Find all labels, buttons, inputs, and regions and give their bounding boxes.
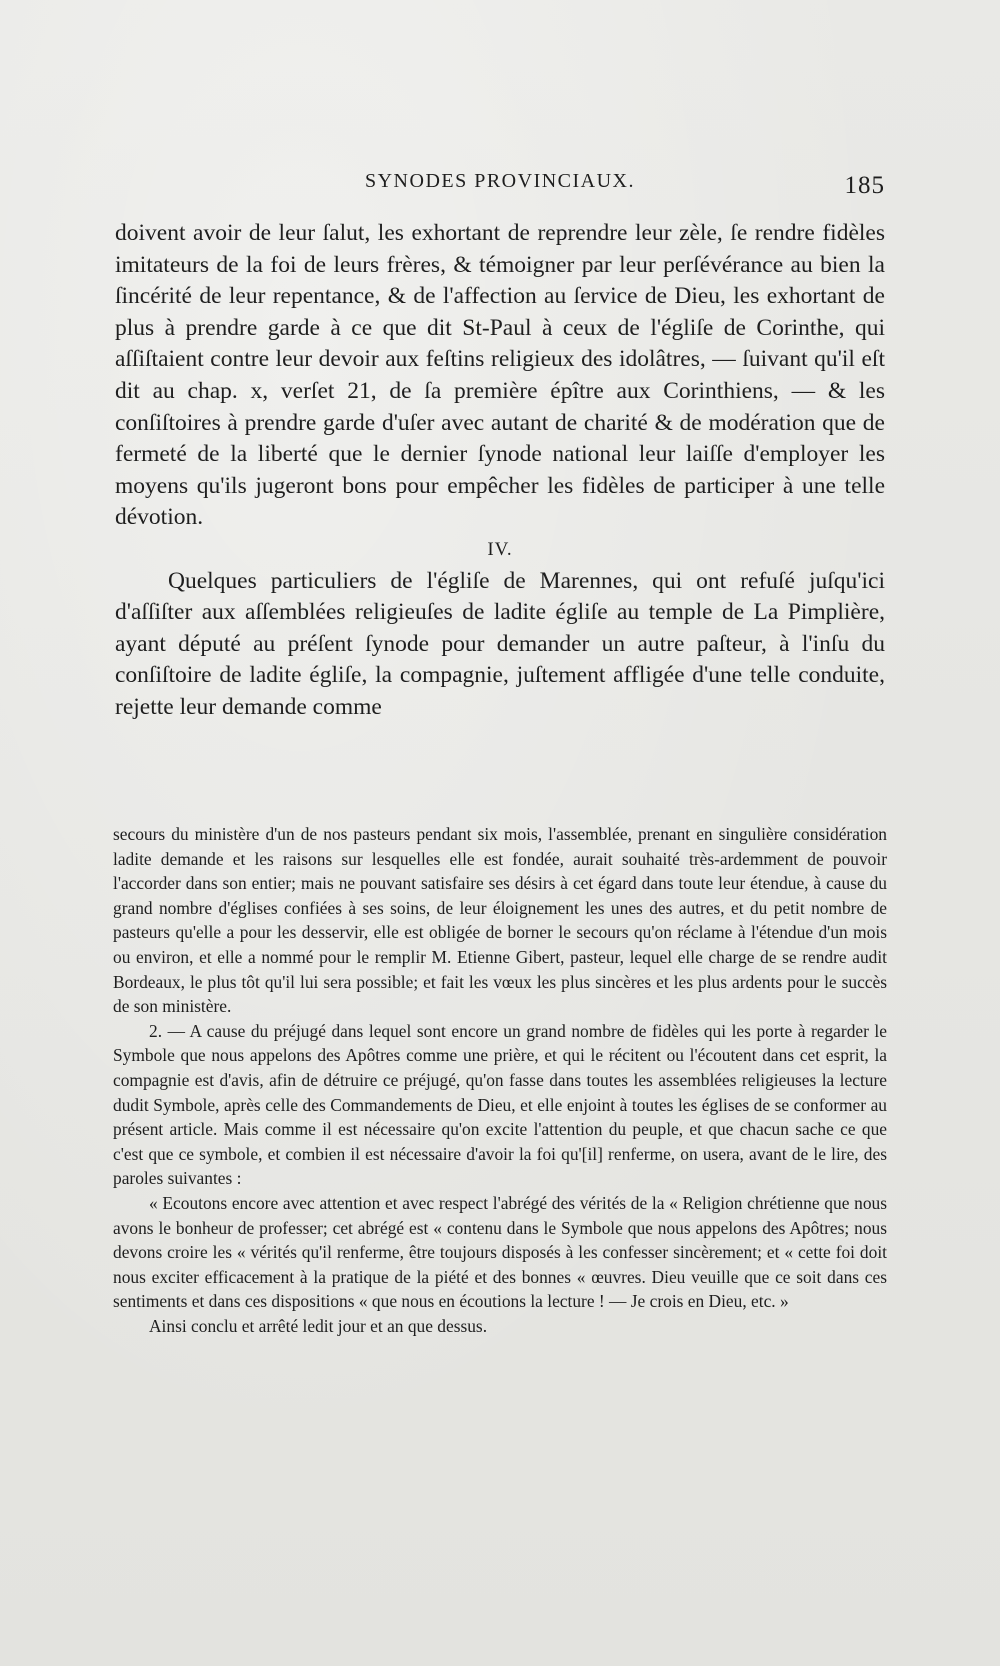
main-paragraph-1: doivent avoir de leur ſalut, les exhortant de reprendre leur zèle, ſe rendre fidèles imitateurs de la foi de leurs frères, & témoigner par leur perſévérance au bien la ſincérité de leur repentance, & de l'affection au ſervice de Dieu, les exhortant de plus à prendre garde à ce que dit St-Paul à ceux de l'égliſe de Corinthe, qui aſſiſtaient contre leur devoir aux feſtins religieux des idolâtres, — ſuivant qu'il eſt dit au chap. x, verſet 21, de ſa première épître aux Corinthiens, — & les conſiſtoires à prendre garde d'uſer avec autant de charité & de modération que de fermeté de la liberté que le dernier ſynode national leur laiſſe d'employer les moyens qu'ils jugeront bons pour empêcher les fidèles de participer à une telle dévotion.: [115, 220, 885, 531]
page-header: [115, 170, 885, 206]
quote-line: « Religion chrétienne que nous avons le bonheur de professer; cet abrégé est: [113, 1192, 887, 1238]
quote-line: « que nous en écoutions la lecture ! — Je crois en Dieu, etc. »: [358, 1291, 789, 1312]
page-number: 185: [844, 172, 885, 199]
main-text: [115, 218, 885, 724]
closing-line: Ainsi conclu et arrêté ledit jour et an que dessus.: [149, 1315, 488, 1336]
running-title: SYNODES PROVINCIAUX.: [364, 170, 636, 192]
note-paragraph-1: secours du ministère d'un de nos pasteurs pendant six mois, l'assemblée, prenant en singulière considération ladite demande et les raisons sur lesquelles elle est fondée, aurait souhaité très-ardemment de pouvoir l'accorder dans son entier; mais ne pouvant satisfaire ses désirs à cet égard dans toute leur étendue, à cause du grand nombre d'églises confiées à ses soins, de leur éloignement les unes des autres, et du petit nombre de pasteurs qu'elle a pour les desservir, elle est obligée de borner le secours qu'on réclame à l'étendue d'un mois ou environ, et elle a nommé pour le remplir M. Etienne Gibert, pasteur, lequel elle charge de se rendre audit Bordeaux, le plus tôt qu'il lui sera possible; et fait les vœux les plus sincères et les plus ardents pour le succès de son ministère.: [113, 824, 887, 1017]
quote-block: [113, 1191, 887, 1314]
quote-line: « contenu dans le Symbole que nous appelons des Apôtres; nous devons croire les: [113, 1217, 887, 1263]
note-paragraph-2: 2. — A cause du préjugé dans lequel sont encore un grand nombre de fidèles qui les porte à regarder le Symbole que nous appelons des Apôtres comme une prière, et qui le récitent ou l'écoutent dans cet esprit, la compagnie est d'avis, afin de détruire ce préjugé, qu'on fasse dans toutes les assemblées religieuses la lecture dudit Symbole, après celle des Commandements de Dieu, et elle enjoint à toutes les églises de se conformer au présent article. Mais comme il est nécessaire qu'on excite l'attention du peuple, et que chacun sache ce que c'est que ce symbole, et combien il est nécessaire d'avoir la foi qu'[il] renferme, on usera, avant de le lire, des paroles suivantes :: [113, 1020, 887, 1189]
quote-line: « Ecoutons encore avec attention et avec respect l'abrégé des vérités de la: [149, 1192, 665, 1213]
quote-line: « vérités qu'il renferme, être toujours disposés à les confesser sincèrement; et: [236, 1242, 780, 1263]
quote-line: « cette foi doit nous exciter efficacement à la pratique de la piété et des bonnes: [113, 1242, 887, 1287]
quote-line: « œuvres. Dieu veuille que ce soit dans ces sentiments et dans ces dispositions: [113, 1266, 887, 1312]
section-number: IV.: [487, 538, 513, 560]
footnotes: [113, 822, 887, 1338]
main-paragraph-2: Quelques particuliers de l'égliſe de Marennes, qui ont refuſé juſqu'ici d'aſſiſter aux aſſemblées religieuſes de ladite égliſe au temple de La Pimplière, ayant député au préſent ſynode pour demander un autre paſteur, à l'inſu du conſiſtoire de ladite égliſe, la compagnie, juſtement affligée d'une telle conduite, rejette leur demande comme: [115, 567, 885, 720]
